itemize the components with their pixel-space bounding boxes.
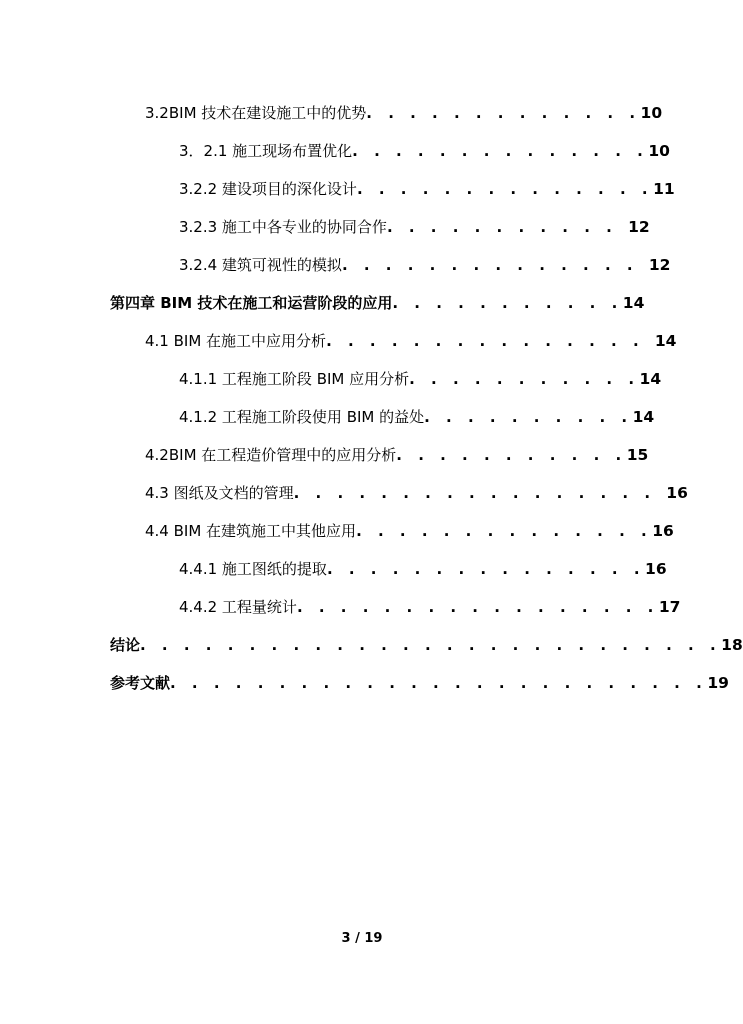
toc-page-number: 16 bbox=[645, 560, 667, 578]
toc-entry-title: 结论 bbox=[110, 636, 141, 654]
toc-page-number: 14 bbox=[639, 370, 662, 388]
toc-page-number: 15 bbox=[626, 446, 649, 464]
toc-entry-title: 第四章 BIM 技术在施工和运营阶段的应用 bbox=[110, 294, 393, 312]
page-separator: / bbox=[355, 931, 360, 946]
toc-page-number: 16 bbox=[666, 484, 688, 502]
toc-page-number: 16 bbox=[652, 522, 674, 540]
toc-leader-dots: . . . . . . . . . . . . . . . bbox=[326, 332, 655, 350]
toc-leader-dots: . . . . . . . . . . . . . . bbox=[341, 256, 649, 274]
total-pages: 19 bbox=[364, 931, 383, 946]
toc-leader-dots: . . . . . . . . . . . . . . . . . . . . . . . . . bbox=[170, 674, 708, 692]
toc-entry[interactable] bbox=[0, 174, 724, 212]
toc-leader-dots: . . . . . . . . . . . . . . . bbox=[326, 560, 646, 578]
toc-entry-chapter[interactable] bbox=[0, 288, 724, 326]
toc-entry[interactable] bbox=[0, 136, 724, 174]
toc-leader-dots: . . . . . . . . . . . . . . bbox=[356, 522, 653, 540]
toc-entry[interactable] bbox=[0, 440, 724, 478]
toc-entry[interactable] bbox=[0, 98, 724, 136]
toc-leader-dots: . . . . . . . . . . . . . . bbox=[352, 142, 649, 160]
toc-entry-title: 4.4.1 施工图纸的提取 bbox=[179, 560, 327, 578]
toc-page-number: 12 bbox=[628, 218, 650, 236]
toc-leader-dots: . . . . . . . . . . . . . . . . . . . . . . . . . . . bbox=[140, 636, 722, 654]
toc-leader-dots: . . . . . . . . . . . bbox=[386, 218, 629, 236]
toc-entry[interactable] bbox=[0, 250, 724, 288]
toc-page-number: 11 bbox=[653, 180, 675, 198]
toc-entry-title: 3.2.4 建筑可视性的模拟 bbox=[179, 256, 342, 274]
toc-leader-dots: . . . . . . . . . . . bbox=[409, 370, 640, 388]
toc-entry-title: 参考文献 bbox=[110, 674, 171, 692]
toc-entry[interactable] bbox=[0, 554, 724, 592]
toc-entry-conclusion[interactable] bbox=[0, 630, 743, 668]
toc-entry-title: 4.4.2 工程量统计 bbox=[179, 598, 297, 616]
toc-page-number: 12 bbox=[648, 256, 671, 274]
table-of-contents bbox=[0, 98, 743, 706]
toc-leader-dots: . . . . . . . . . . . . . . bbox=[356, 180, 654, 198]
toc-page-number: 19 bbox=[707, 674, 729, 692]
toc-entry-title: 3.2BIM 技术在建设施工中的优势 bbox=[145, 104, 367, 122]
toc-entry-title: 3.2.3 施工中各专业的协同合作 bbox=[179, 218, 387, 236]
toc-entry-references[interactable] bbox=[0, 668, 729, 706]
toc-entry[interactable] bbox=[0, 592, 724, 630]
toc-entry-title: 4.4 BIM 在建筑施工中其他应用 bbox=[145, 522, 357, 540]
toc-entry[interactable] bbox=[0, 364, 724, 402]
current-page-number: 3 bbox=[341, 931, 351, 946]
toc-entry-title: 3.2.2 建设项目的深化设计 bbox=[179, 180, 357, 198]
toc-entry-title: 4.1 BIM 在施工中应用分析 bbox=[145, 332, 327, 350]
toc-entry[interactable] bbox=[0, 402, 724, 440]
toc-leader-dots: . . . . . . . . . . . . . . . . . bbox=[293, 484, 667, 502]
toc-page-number: 10 bbox=[648, 142, 670, 160]
toc-page-number: 14 bbox=[622, 294, 645, 312]
toc-page-number: 10 bbox=[640, 104, 663, 122]
page-footer bbox=[0, 931, 724, 946]
toc-page-number: 14 bbox=[654, 332, 677, 350]
toc-page-number: 18 bbox=[721, 636, 743, 654]
toc-entry[interactable] bbox=[0, 516, 724, 554]
toc-entry-title: 3．2.1 施工现场布置优化 bbox=[179, 142, 353, 160]
toc-entry-title: 4.2BIM 在工程造价管理中的应用分析 bbox=[145, 446, 397, 464]
toc-leader-dots: . . . . . . . . . . bbox=[424, 408, 633, 426]
toc-page-number: 17 bbox=[658, 598, 681, 616]
toc-leader-dots: . . . . . . . . . . . . . bbox=[366, 104, 641, 122]
toc-entry[interactable] bbox=[0, 478, 724, 516]
toc-entry[interactable] bbox=[0, 326, 724, 364]
toc-entry-title: 4.3 图纸及文档的管理 bbox=[145, 484, 294, 502]
toc-entry-title: 4.1.2 工程施工阶段使用 BIM 的益处 bbox=[179, 408, 425, 426]
toc-leader-dots: . . . . . . . . . . . bbox=[392, 294, 623, 312]
toc-leader-dots: . . . . . . . . . . . bbox=[396, 446, 627, 464]
toc-page-number: 14 bbox=[632, 408, 655, 426]
toc-entry-title: 4.1.1 工程施工阶段 BIM 应用分析 bbox=[179, 370, 410, 388]
toc-leader-dots: . . . . . . . . . . . . . . . . . bbox=[296, 598, 659, 616]
toc-entry[interactable] bbox=[0, 212, 724, 250]
